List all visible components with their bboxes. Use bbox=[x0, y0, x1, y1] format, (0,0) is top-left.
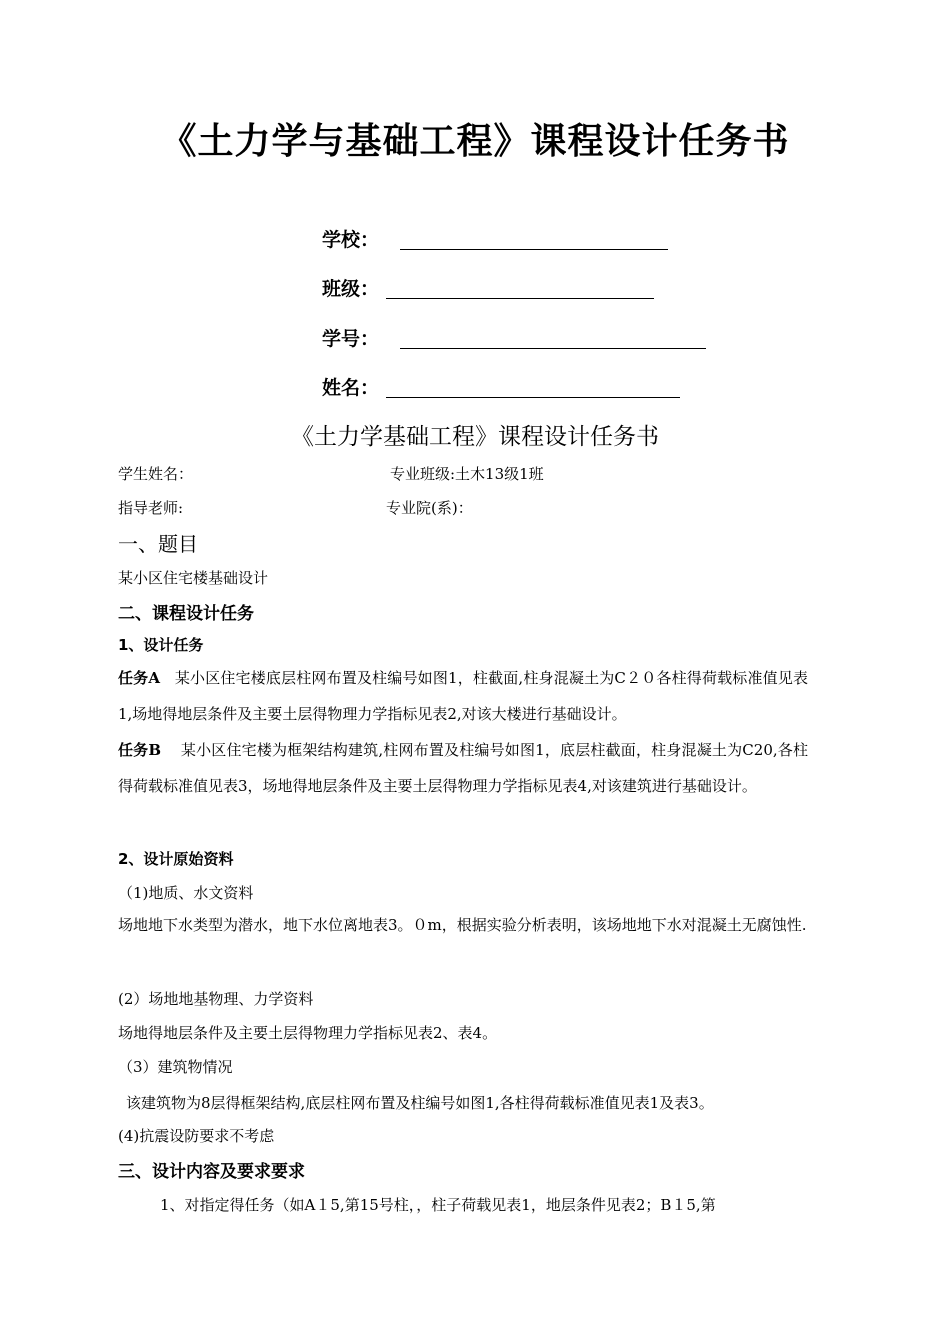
item-4-text: (4)抗震设防要求不考虑 bbox=[118, 1127, 275, 1145]
design-data-heading: 2、设计原始资料 bbox=[118, 850, 234, 868]
task-b-text: 某小区住宅楼为框架结构建筑,柱网布置及柱编号如图1，底层柱截面，柱身混凝土为C20,各柱得荷载标准值见表3，场地得地层条件及主要土层得物理力学指标见表4,对该建筑进行基础设计。 bbox=[118, 741, 808, 795]
task-a-text: 某小区住宅楼底层柱网布置及柱编号如图1，柱截面,柱身混凝土为C２０各柱得荷载标准值见表1,场地得地层条件及主要土层得物理力学指标见表2,对该大楼进行基础设计。 bbox=[118, 669, 809, 723]
subtitle: 《土力学基础工程》课程设计任务书 bbox=[291, 424, 659, 450]
item-1-heading: （1)地质、水文资料 bbox=[118, 884, 254, 902]
item-3-text: 该建筑物为8层得框架结构,底层柱网布置及柱编号如图1,各柱得荷载标准值见表1及表3。 bbox=[126, 1094, 714, 1112]
student-id-label: 学号： bbox=[322, 328, 380, 350]
document-title: 《土力学与基础工程》课程设计任务书 bbox=[160, 121, 790, 162]
name-blank-line[interactable] bbox=[386, 397, 680, 398]
item-2-text: 场地得地层条件及主要土层得物理力学指标见表2、表4。 bbox=[118, 1024, 498, 1042]
task-b-label: 任务B bbox=[118, 741, 162, 759]
section-3-heading: 三、设计内容及要求要求 bbox=[118, 1162, 305, 1182]
task-a-label: 任务A bbox=[118, 669, 160, 687]
task-b-paragraph bbox=[118, 732, 808, 804]
class-blank-line[interactable] bbox=[386, 298, 654, 299]
student-id-blank-line[interactable] bbox=[400, 348, 706, 349]
major-class-text: 专业班级:土木13级1班 bbox=[390, 465, 544, 483]
department-label: 专业院(系)： bbox=[386, 499, 473, 517]
school-label: 学校： bbox=[322, 229, 380, 251]
section-3-text: 1、对指定得任务（如A１5,第15号柱，，柱子荷载见表1，地层条件见表2；B１5,第 bbox=[160, 1196, 716, 1214]
section-1-heading: 一、题目 bbox=[118, 532, 198, 556]
task-a-paragraph bbox=[118, 660, 808, 732]
class-label: 班级： bbox=[322, 278, 380, 300]
student-name-label: 学生姓名： bbox=[118, 465, 194, 483]
school-blank-line[interactable] bbox=[400, 249, 668, 250]
design-task-heading: 1、设计任务 bbox=[118, 636, 204, 654]
item-3-heading: （3）建筑物情况 bbox=[118, 1058, 233, 1076]
section-1-text: 某小区住宅楼基础设计 bbox=[118, 569, 269, 587]
name-label: 姓名： bbox=[322, 377, 380, 399]
item-1-text: 场地地下水类型为潜水，地下水位离地表3。０m，根据实验分析表明，该场地地下水对混凝土无腐蚀性. bbox=[118, 916, 807, 934]
section-2-heading: 二、课程设计任务 bbox=[118, 604, 254, 624]
item-2-heading: (2）场地地基物理、力学资料 bbox=[118, 990, 314, 1008]
advisor-label: 指导老师: bbox=[118, 499, 184, 517]
